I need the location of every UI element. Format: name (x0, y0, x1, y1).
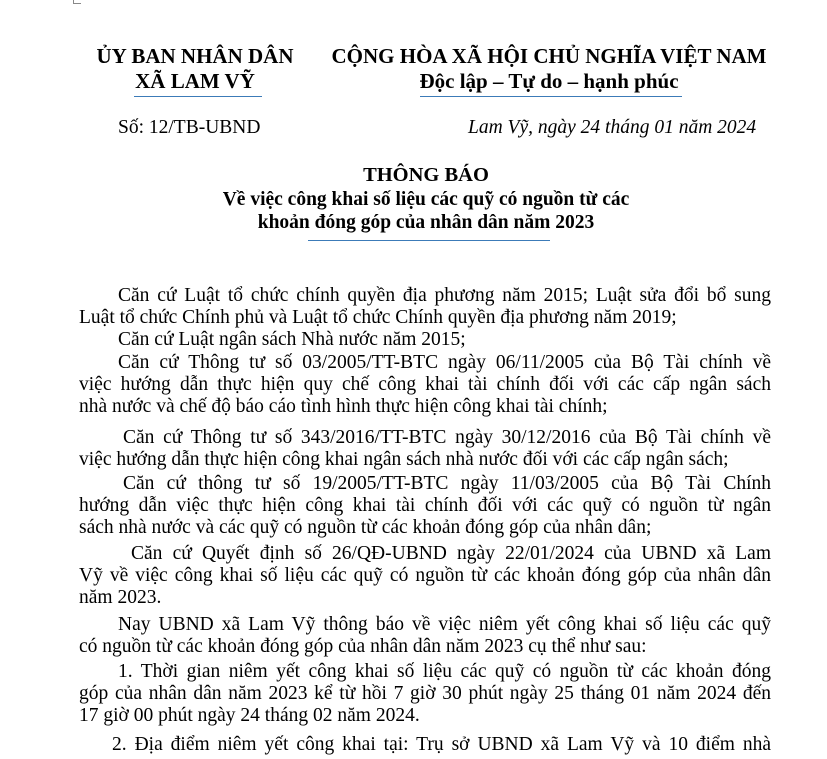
text-line: việc hướng dẫn thực hiện quy chế công khai tài chính đối với các cấp ngân sách (79, 374, 771, 396)
commune-name: XÃ LAM VỸ (135, 69, 255, 93)
text-line: Căn cứ thông tư số 19/2005/TT-BTC ngày 11/03/2005 của Bộ Tài Chính (123, 473, 771, 494)
title-rule (308, 240, 550, 241)
text-line: Căn cứ Luật ngân sách Nhà nước năm 2015; (118, 329, 466, 350)
paragraph-legal-basis-1 (79, 285, 771, 329)
agency-name: ỦY BAN NHÂN DÂN (96, 44, 294, 68)
text-line: 17 giờ 00 phút ngày 24 tháng 02 năm 2024. (79, 705, 420, 727)
notice-subject-line2: khoản đóng góp của nhân dân năm 2023 (257, 212, 595, 233)
notice-heading: THÔNG BÁO (363, 164, 489, 186)
place-date: Lam Vỹ, ngày 24 tháng 01 năm 2024 (468, 117, 757, 138)
text-line: Nay UBND xã Lam Vỹ thông báo về việc niêm yết công khai số liệu các quỹ (118, 614, 771, 635)
paragraph-announcement (79, 614, 771, 658)
national-motto: Độc lập – Tự do – hạnh phúc (419, 69, 679, 93)
text-line: Căn cứ Luật tổ chức chính quyền địa phương năm 2015; Luật sửa đổi bổ sung (118, 285, 771, 306)
paragraph-legal-basis-4 (79, 427, 771, 471)
right-header-rule (420, 96, 682, 97)
text-line: Căn cứ Thông tư số 343/2016/TT-BTC ngày 30/12/2016 của Bộ Tài chính về (123, 427, 771, 448)
document-number: Số: 12/TB-UBND (118, 117, 261, 138)
notice-subject-line1: Về việc công khai số liệu các quỹ có nguồn từ các (222, 189, 630, 210)
text-line: Luật tổ chức Chính phủ và Luật tổ chức Chính quyền địa phương năm 2019; (79, 307, 677, 329)
text-line: nhà nước và chế độ báo cáo tình hình thực hiện công khai tài chính; (79, 396, 608, 418)
national-title: CỘNG HÒA XÃ HỘI CHỦ NGHĨA VIỆT NAM (331, 44, 767, 68)
paragraph-legal-basis-2 (79, 329, 771, 351)
text-line: góp của nhân dân năm 2023 kể từ hồi 7 giờ 30 phút ngày 25 tháng 01 năm 2024 đến (79, 683, 771, 705)
page-corner-mark (73, 0, 81, 4)
text-line: Căn cứ Thông tư số 03/2005/TT-BTC ngày 06/11/2005 của Bộ Tài chính về (118, 352, 771, 373)
text-line: 2. Địa điểm niêm yết công khai tại: Trụ sở UBND xã Lam Vỹ và 10 điểm nhà (112, 734, 771, 755)
paragraph-item-2 (79, 734, 771, 756)
text-line: sách nhà nước và các quỹ có nguồn từ các khoản đóng góp của nhân dân; (79, 517, 652, 539)
paragraph-legal-basis-6 (79, 543, 771, 610)
text-line: hướng dẫn việc thực hiện công khai tài chính đối với các quỹ có nguồn từ ngân (79, 495, 771, 517)
paragraph-legal-basis-3 (79, 352, 771, 419)
paragraph-legal-basis-5 (79, 473, 771, 540)
text-line: Căn cứ Quyết định số 26/QĐ-UBND ngày 22/01/2024 của UBND xã Lam (131, 543, 771, 564)
text-line: Vỹ về việc công khai số liệu các quỹ có nguồn từ các khoản đóng góp của nhân dân (79, 565, 771, 587)
text-line: việc hướng dẫn thực hiện công khai ngân sách nhà nước đối với các cấp ngân sách; (79, 449, 729, 471)
text-line: năm 2023. (79, 587, 162, 609)
left-header-rule (134, 96, 262, 97)
text-line: 1. Thời gian niêm yết công khai số liệu các quỹ có nguồn từ các khoản đóng (118, 661, 771, 682)
text-line: có nguồn từ các khoản đóng góp của nhân dân năm 2023 cụ thể như sau: (79, 636, 647, 658)
paragraph-item-1 (79, 661, 771, 728)
